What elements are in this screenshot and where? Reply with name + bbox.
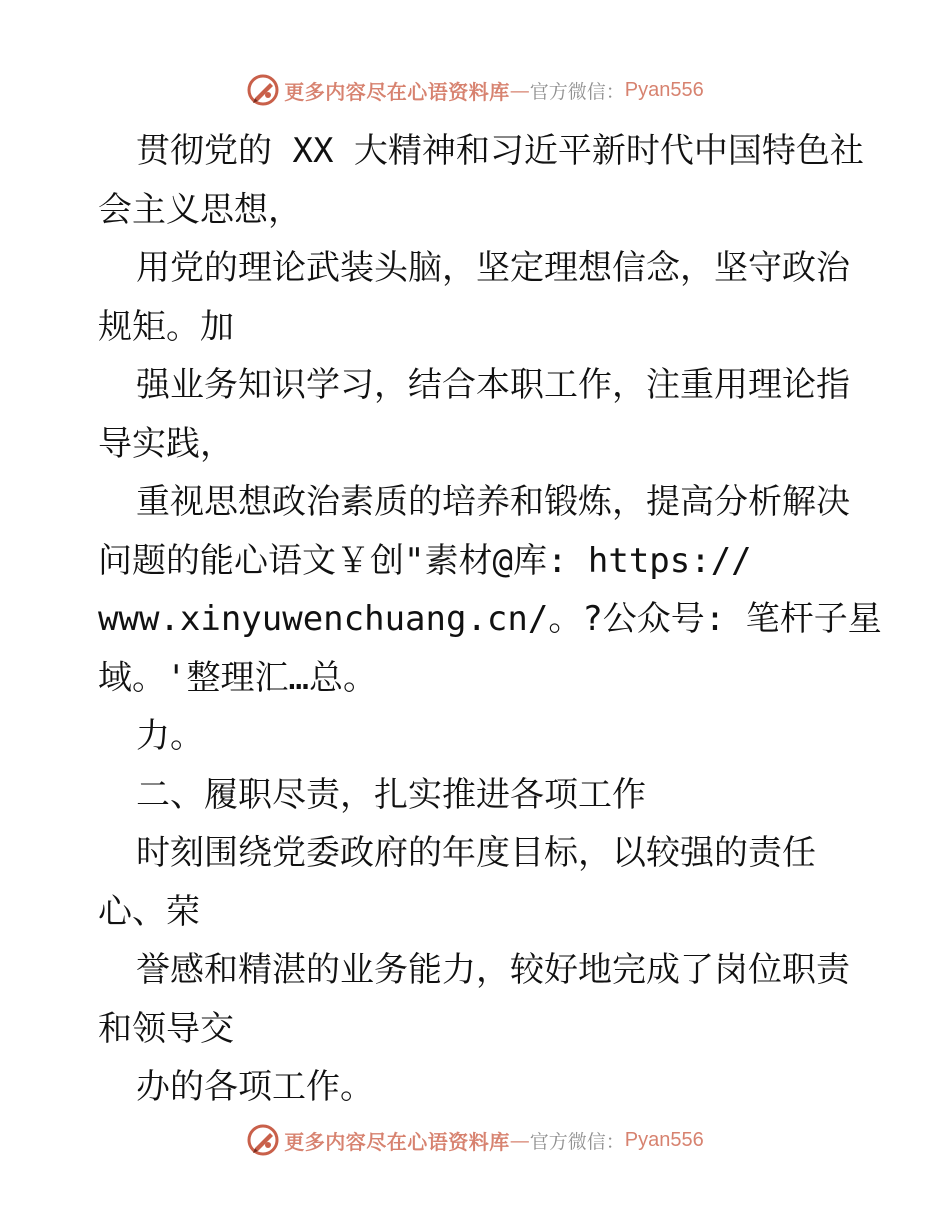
banner-text: 更多内容尽在心语资料库: [284, 79, 510, 104]
body-line: 域。'整理汇…总。: [98, 657, 377, 698]
banner-wechat-id: Pyan556: [624, 1128, 704, 1151]
pen-logo-icon: [246, 1123, 280, 1157]
body-line: 心、荣: [98, 891, 200, 932]
footer-banner: [0, 1118, 950, 1162]
section-heading: 二、履职尽责，扎实推进各项工作: [136, 774, 646, 815]
body-line: 力。: [136, 716, 204, 756]
banner-text: 更多内容尽在心语资料库: [284, 1129, 510, 1154]
banner-wechat-label: 官方微信：: [529, 80, 625, 103]
body-line: 重视思想政治素质的培养和锻炼，提高分析解决: [136, 482, 850, 522]
body-line: 强业务知识学习，结合本职工作，注重用理论指: [136, 365, 850, 405]
banner-wechat-label: 官方微信：: [529, 1130, 625, 1153]
body-line: 贯彻党的 XX 大精神和习近平新时代中国特色社: [136, 131, 864, 171]
body-line: www.xinyuwenchuang.cn/。?公众号: 笔杆子星: [98, 599, 882, 639]
banner-separator: —: [509, 1128, 530, 1152]
header-banner: [0, 68, 950, 112]
body-line: 问题的能心语文￥创"素材@库: https://: [98, 540, 752, 581]
body-line: 导实践，: [98, 423, 234, 464]
body-line: 时刻围绕党委政府的年度目标，以较强的责任: [136, 833, 816, 873]
body-line: 誉感和精湛的业务能力，较好地完成了岗位职责: [136, 950, 850, 990]
body-line: 办的各项工作。: [136, 1067, 374, 1107]
body-line: 用党的理论武装头脑，坚定理想信念，坚守政治: [136, 248, 850, 288]
body-line: 规矩。加: [98, 306, 234, 347]
body-line: 和领导交: [98, 1008, 234, 1049]
banner-wechat-id: Pyan556: [624, 78, 704, 101]
body-line: 会主义思想，: [98, 189, 302, 230]
document-body: [98, 122, 882, 1117]
banner-separator: —: [509, 78, 530, 102]
pen-logo-icon: [246, 73, 280, 107]
